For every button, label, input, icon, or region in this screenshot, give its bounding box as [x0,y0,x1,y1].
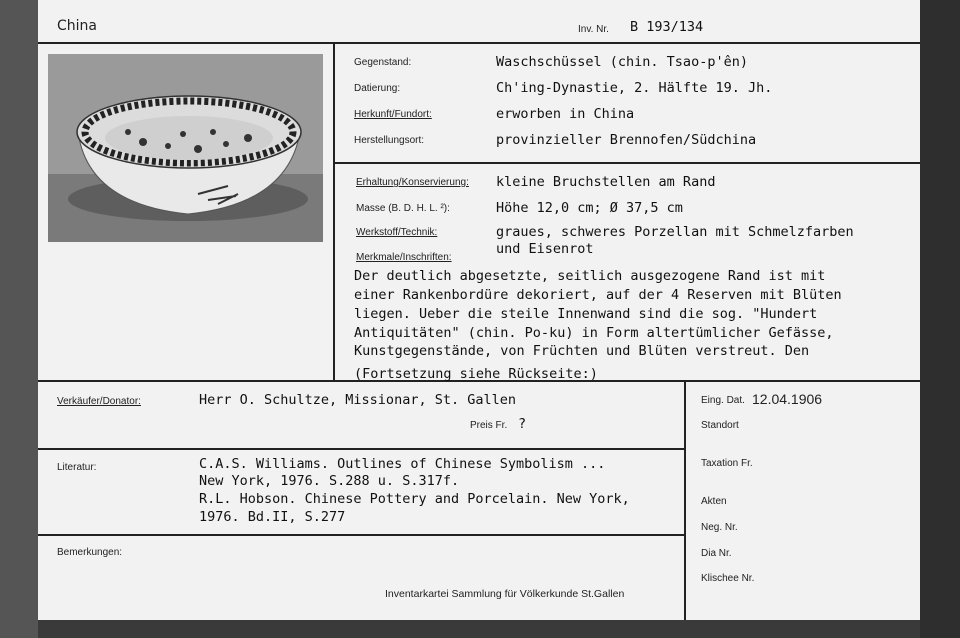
literature-line: R.L. Hobson. Chinese Pottery and Porcelain. New York, [199,491,630,507]
divider [38,42,920,44]
werkstoff-value-2: und Eisenrot [496,241,594,257]
continuation-note: (Fortsetzung siehe Rückseite:) [354,366,598,382]
eing-label: Eing. Dat. [701,395,745,406]
bowl-photo [48,54,323,242]
divider [333,42,335,380]
background-right [920,0,960,638]
divider [38,534,684,536]
literature-line: 1976. Bd.II, S.277 [199,509,346,525]
neg-label: Neg. Nr. [701,522,738,533]
datierung-label: Datierung: [354,83,401,94]
gegenstand-value: Waschschüssel (chin. Tsao-p'ên) [496,54,748,70]
verkaeufer-value: Herr O. Schultze, Missionar, St. Gallen [199,392,516,408]
bowl-image [48,54,323,242]
erhaltung-label [356,177,469,188]
preis-value: ? [518,416,527,432]
masse-value: Höhe 12,0 cm; Ø 37,5 cm [496,200,683,216]
datierung-value: Ch'ing-Dynastie, 2. Hälfte 19. Jh. [496,80,773,96]
inv-number: B 193/134 [630,19,704,35]
divider [684,380,686,620]
card-footer: Inventarkartei Sammlung für Völkerkunde St.Gallen [385,588,625,600]
divider [38,448,684,450]
standort-label: Standort [701,420,739,431]
klischee-label: Klischee Nr. [701,573,755,584]
background-left [0,0,38,638]
description-line: liegen. Ueber die steile Innenwand sind die sog. "Hundert [354,306,818,322]
literatur-label: Literatur: [57,462,97,473]
literature-line: New York, 1976. S.288 u. S.317f. [199,473,460,489]
werkstoff-label: Werkstoff/Technik: [356,227,438,238]
dia-label: Dia Nr. [701,548,732,559]
description-line: Antiquitäten" (chin. Po-ku) in Form altertümlicher Gefässe, [354,325,834,341]
herkunft-label: Herkunft/Fundort: [354,109,432,120]
description-line: Der deutlich abgesetzte, seitlich ausgezogene Rand ist mit [354,268,826,284]
bemerkungen-label: Bemerkungen: [57,547,123,558]
country: China [57,18,97,34]
herkunft-value: erworben in China [496,106,635,122]
divider [333,162,920,164]
merkmale-label: Merkmale/Inschriften: [356,252,452,263]
herstellungsort-label: Herstellungsort: [354,135,425,146]
herstellungsort-value: provinzieller Brennofen/Südchina [496,132,757,148]
erhaltung-value: kleine Bruchstellen am Rand [496,174,716,190]
taxation-label: Taxation Fr. [701,458,753,469]
eing-value: 12.04.1906 [752,391,823,407]
inv-label: Inv. Nr. [578,24,609,35]
gegenstand-label: Gegenstand: [354,57,412,68]
literature-line: C.A.S. Williams. Outlines of Chinese Symbolism ... [199,456,606,472]
description-line: einer Rankenbordüre dekoriert, auf der 4 Reserven mit Blüten [354,287,842,303]
akten-label: Akten [701,496,727,507]
masse-label: Masse (B. D. H. L. ²): [356,203,450,214]
description-line: Kunstgegenstände, von Früchten und Blüten verstreut. Den [354,343,810,359]
werkstoff-value-1: graues, schweres Porzellan mit Schmelzfarben [496,224,854,240]
erhaltung-label-text: Erhaltung/Konservierung: [356,177,469,188]
preis-label: Preis Fr. [470,420,508,431]
verkaeufer-label: Verkäufer/Donator: [57,396,141,407]
